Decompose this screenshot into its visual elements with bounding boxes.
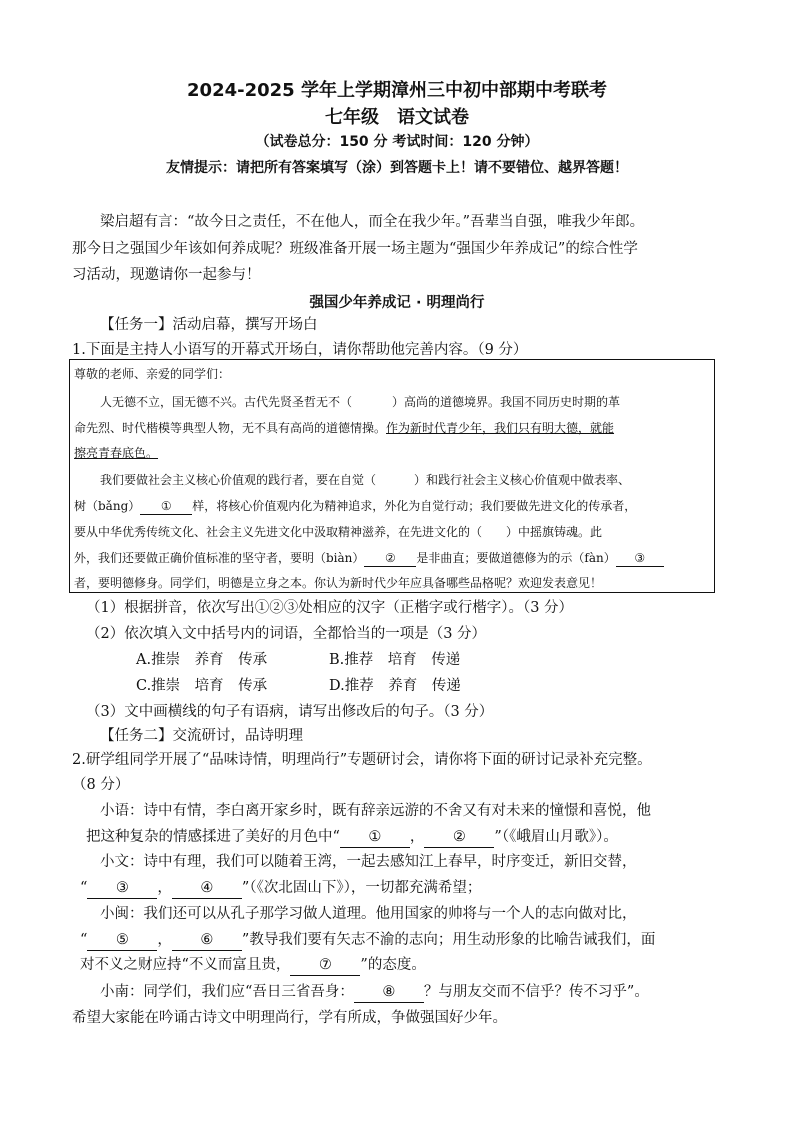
text-segment: ”（《峨眉山月歌》）。: [494, 829, 618, 845]
paragraph-xiaonan-1: [100, 982, 649, 1003]
blank-poem-2: ②: [424, 827, 494, 848]
option-b: B.推荐 培育 传递: [329, 652, 461, 668]
intro-line-1: 梁启超有言：“故今日之责任，不在他人，而全在我少年。”吾辈当自强，唯我少年郎。: [100, 214, 645, 230]
intro-line-2: 那今日之强国少年该如何养成呢？班级准备开展一场主题为“强国少年养成记”的综合性学: [72, 241, 638, 257]
speech-line-8: [74, 550, 664, 567]
speech-line-2b: ）高尚的道德境界。我国不同历史时期的革: [392, 395, 621, 409]
paragraph-xiaomin-1: 小闽：我们还可以从孔子那学习做人道理。他用国家的帅将与一个人的志向做对比，: [100, 906, 637, 922]
question-1: 1.下面是主持人小语写的开幕式开场白，请你帮助他完善内容。（9 分）: [72, 342, 528, 358]
speech-greeting: 尊敬的老师、亲爱的同学们：: [74, 367, 231, 381]
text-segment: 对不义之财应持“不义而富且贵，: [80, 957, 291, 973]
question-2-score: （8 分）: [72, 777, 130, 793]
paragraph-xiaowen-2: [80, 878, 481, 899]
text-segment: ”的态度。: [360, 957, 426, 973]
speech-line-5a: 我们要做社会主义核心价值观的践行者，要在自觉（: [100, 473, 377, 487]
text-segment: 把这种复杂的情感揉进了美好的月色中“: [86, 829, 340, 845]
blank-poem-8: ⑧: [354, 982, 424, 1003]
blank-1: ①: [140, 498, 192, 515]
blank-poem-6: ⑥: [172, 930, 242, 951]
subquestion-1: （1）根据拼音，依次写出①②③处相应的汉字（正楷字或行楷字）。（3 分）: [86, 600, 574, 616]
blank-poem-7: ⑦: [290, 955, 360, 976]
blank-2: ②: [364, 550, 416, 567]
speech-line-8a: 外，我们还要做正确价值标准的坚守者，要明（biàn）: [74, 551, 365, 565]
speech-line-6a: 树（bǎng）: [74, 499, 141, 513]
exam-meta: （试卷总分：150 分 考试时间：120 分钟）: [255, 134, 539, 150]
text-segment: ”（《次北固山下》），一切都充满希望；: [241, 880, 482, 896]
text-segment: ，: [157, 880, 172, 896]
intro-line-3: 习活动，现邀请你一起参与！: [72, 267, 261, 283]
subquestion-2: （2）依次填入文中括号内的词语，全都恰当的一项是（3 分）: [86, 626, 487, 642]
text-segment: “: [80, 932, 88, 948]
section-title: 强国少年养成记 · 明理尚行: [309, 295, 485, 311]
speech-line-5b: ）和践行社会主义核心价值观中做表率、: [414, 473, 631, 487]
blank-poem-4: ④: [172, 878, 242, 899]
speech-line-3a: 命先烈、时代楷模等典型人物，无不具有高尚的道德情操。: [74, 421, 387, 435]
task2-heading: 【任务二】交流研讨，品诗明理: [100, 728, 303, 744]
option-d: D.推荐 养育 传递: [329, 678, 461, 694]
speech-line-2a: 人无德不立，国无德不兴。古代先贤圣哲无不（: [100, 395, 353, 409]
option-a: A.推崇 养育 传承: [136, 652, 268, 668]
question-2: 2.研学组同学开展了“品味诗情，明理尚行”专题研讨会，请你将下面的研讨记录补充完整。: [72, 752, 652, 768]
blank-3: ③: [616, 550, 664, 567]
paragraph-xiaomin-2: [80, 930, 655, 951]
text-segment: 小南：同学们，我们应“吾日三省吾身：: [100, 984, 354, 1000]
paragraph-xiaoyu-2: [86, 827, 618, 848]
text-segment: ”教导我们要有矢志不渝的志向；用生动形象的比喻告诫我们，面: [241, 932, 656, 948]
speech-line-9: 者，要明德修身。同学们，明德是立身之本。你认为新时代少年应具备哪些品格呢？欢迎发表意见！: [74, 576, 603, 590]
speech-line-2: [100, 394, 620, 410]
speech-line-6: [74, 498, 636, 515]
text-segment: ？与朋友交而不信乎？传不习乎”。: [423, 984, 649, 1000]
exam-subtitle: 七年级 语文试卷: [325, 107, 469, 128]
text-segment: ，: [157, 932, 172, 948]
paragraph-xiaonan-2: 希望大家能在吟诵古诗文中明理尚行，学有所成，争做强国好少年。: [72, 1010, 507, 1026]
paragraph-xiaoyu-1: 小语：诗中有情，李白离开家乡时，既有辞亲远游的不舍又有对未来的憧憬和喜悦，他: [100, 803, 651, 819]
paragraph-xiaomin-3: [80, 955, 426, 976]
task1-heading: 【任务一】活动启幕，撰写开场白: [100, 317, 318, 333]
speech-line-6b: 样，将核心价值观内化为精神追求，外化为自觉行动；我们要做先进文化的传承者，: [192, 499, 637, 513]
exam-title: 2024-2025 学年上学期漳州三中初中部期中考联考: [187, 80, 607, 101]
speech-line-7: 要从中华优秀传统文化、社会主义先进文化中汲取精神滋养，在先进文化的（ ）中摇旗铸魂。此: [74, 525, 603, 539]
blank-poem-3: ③: [87, 878, 157, 899]
flawed-sentence: 作为新时代青少年，我们只有明大德，就能: [386, 421, 615, 435]
blank-poem-1: ①: [340, 827, 410, 848]
blank-poem-5: ⑤: [87, 930, 157, 951]
speech-line-8b: 是非曲直；要做道德修为的示（fàn）: [416, 551, 616, 565]
speech-line-4: 擦亮青春底色。: [74, 446, 159, 460]
text-segment: “: [80, 880, 88, 896]
speech-line-5: [100, 472, 630, 488]
text-segment: ，: [409, 829, 425, 845]
paragraph-xiaowen-1: 小文：诗中有理，我们可以随着王湾，一起去感知江上春早，时序变迁，新旧交替，: [100, 854, 637, 870]
option-c: C.推崇 培育 传承: [136, 678, 268, 694]
exam-tip: 友情提示：请把所有答案填写（涂）到答题卡上！请不要错位、越界答题！: [166, 160, 628, 176]
speech-line-3: [74, 420, 614, 436]
subquestion-3: （3）文中画横线的句子有语病，请写出修改后的句子。（3 分）: [86, 704, 494, 720]
